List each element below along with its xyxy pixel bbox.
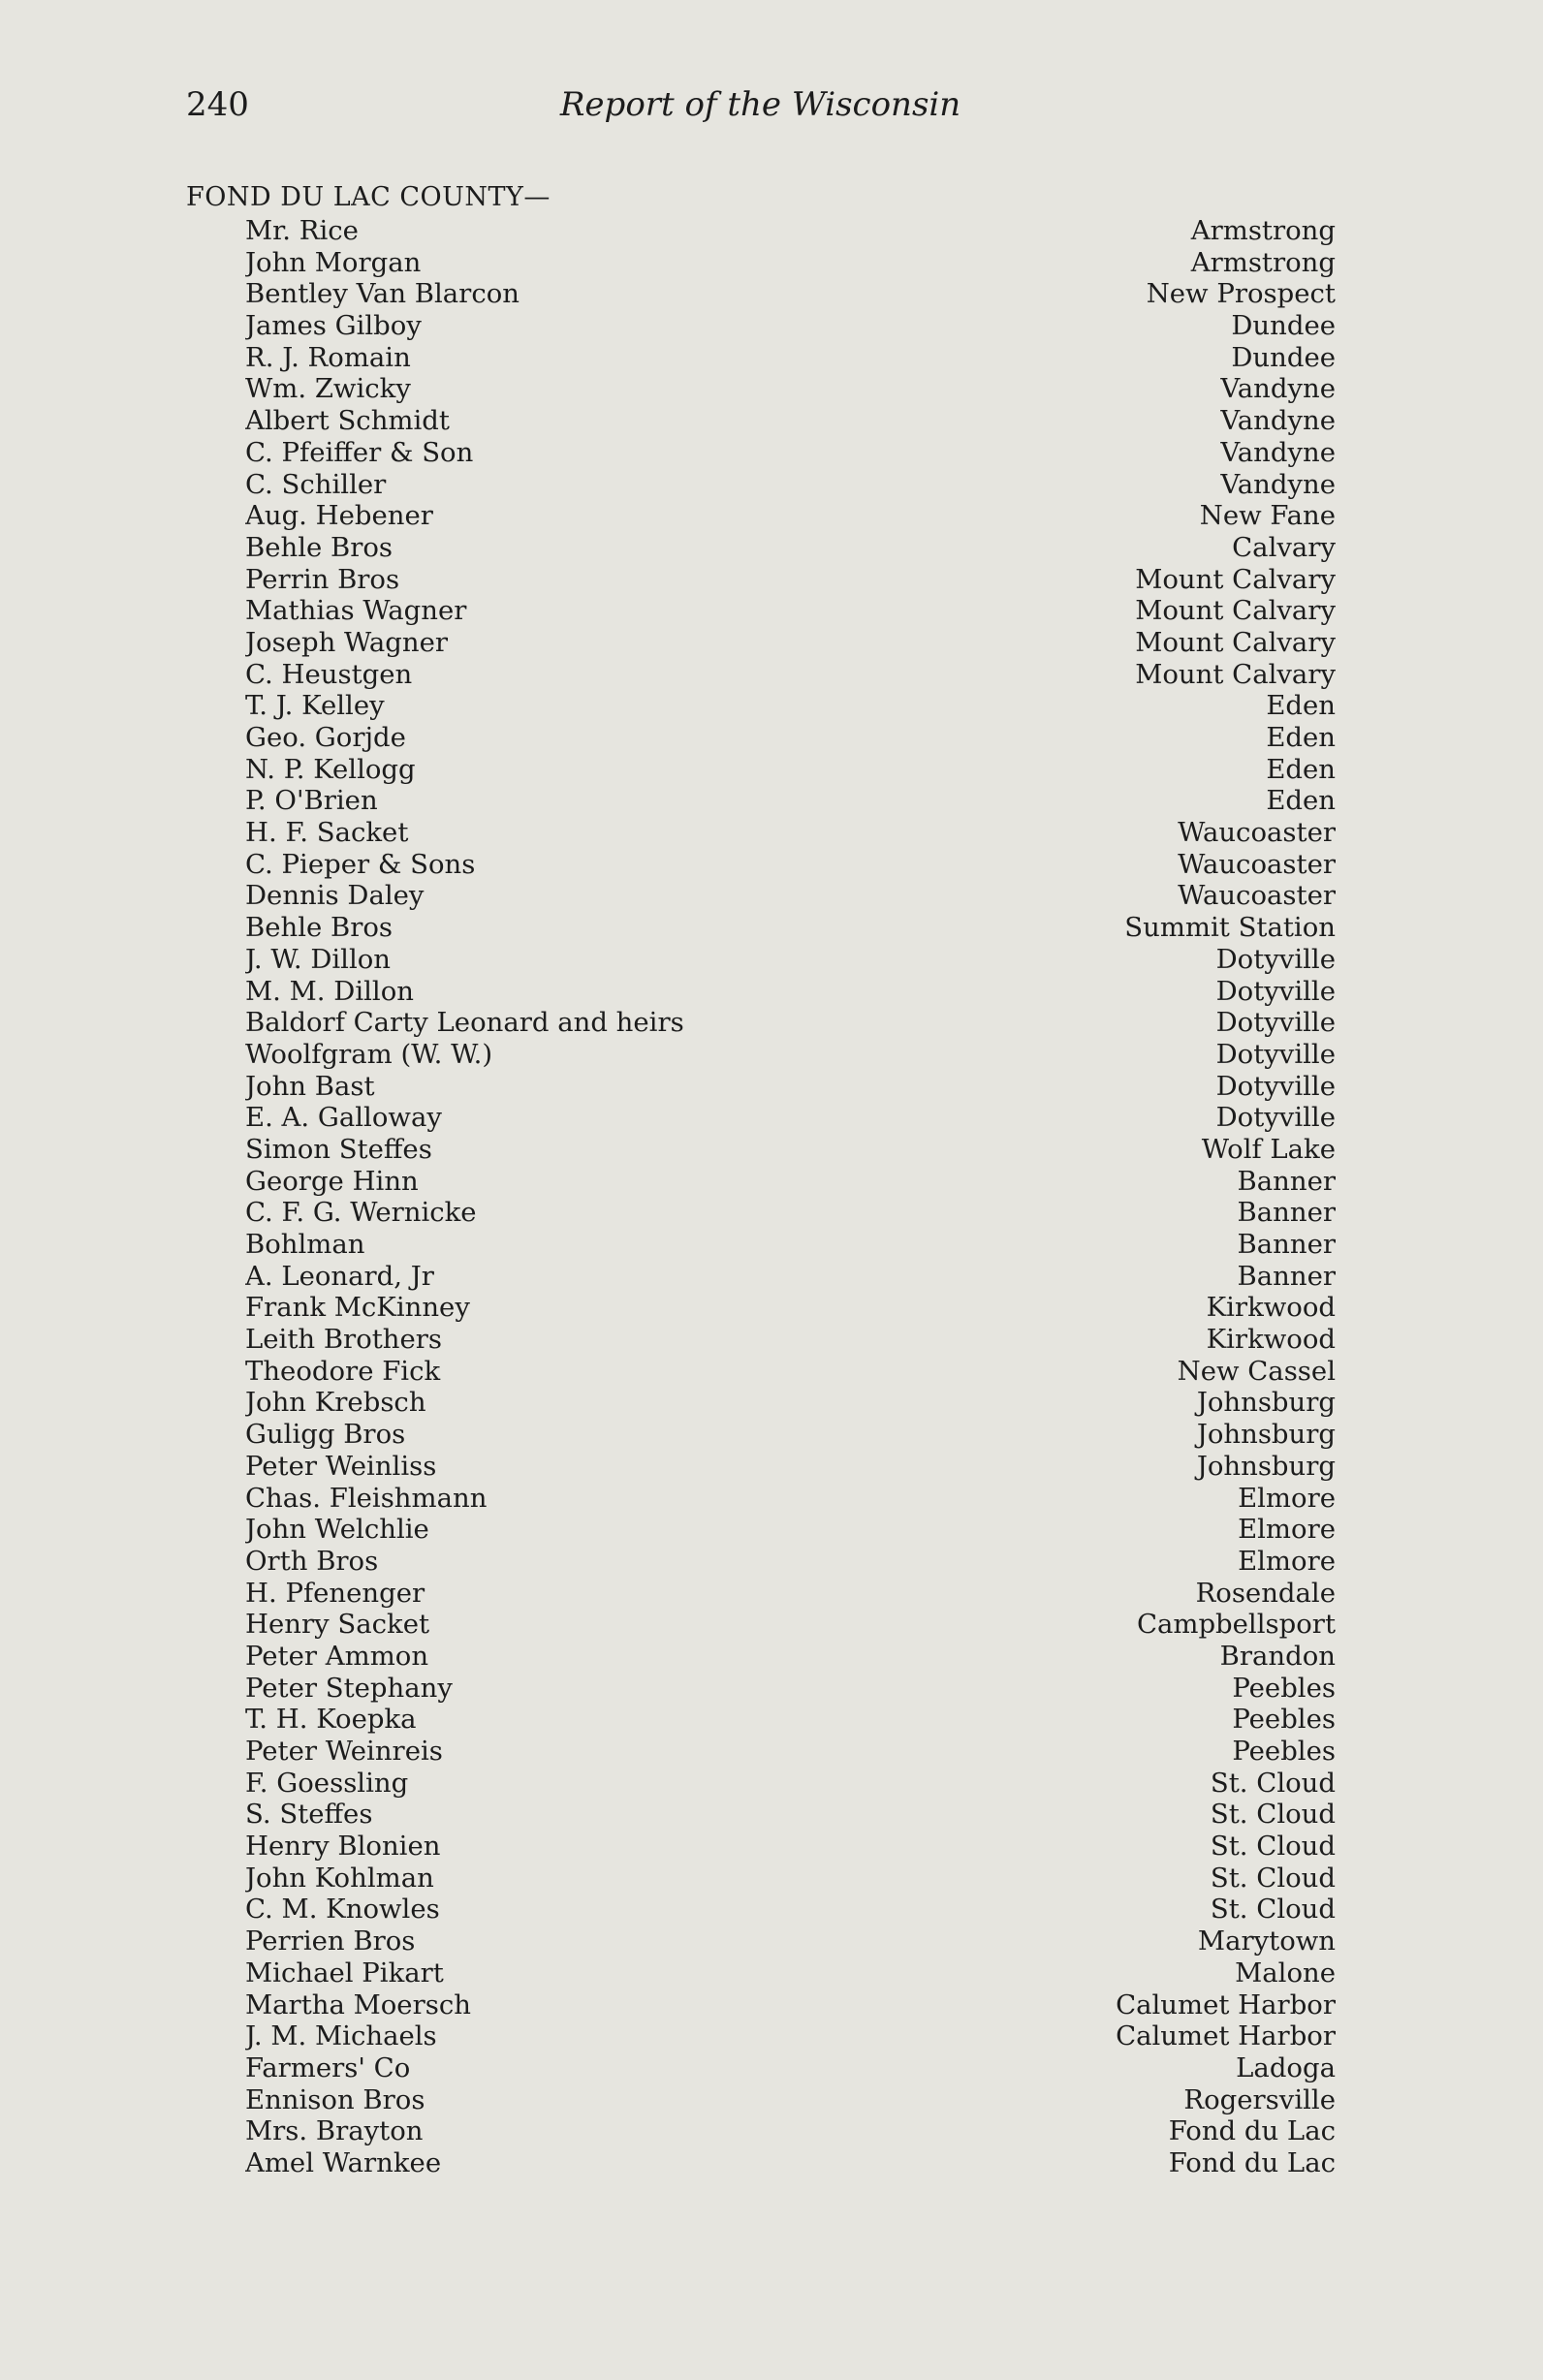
entry-name: Orth Bros (245, 1545, 379, 1577)
list-item (245, 1609, 1336, 1641)
entry-place: Rosendale (1195, 1577, 1336, 1609)
entry-place: Mount Calvary (1135, 626, 1336, 658)
entry-place: Dotyville (1215, 1007, 1336, 1039)
entry-place: Mount Calvary (1135, 658, 1336, 690)
entry-name: C. F. G. Wernicke (245, 1197, 477, 1229)
page-number: 240 (186, 85, 249, 124)
entry-place: Mount Calvary (1135, 563, 1336, 595)
entry-name: M. M. Dillon (245, 975, 414, 1007)
entry-place: Dundee (1231, 341, 1336, 373)
list-item (245, 1166, 1336, 1198)
entry-place: Kirkwood (1206, 1292, 1336, 1324)
entry-name: Dennis Daley (245, 880, 425, 912)
list-item (245, 469, 1336, 501)
entry-place: Armstrong (1190, 246, 1336, 278)
list-item (245, 880, 1336, 912)
entry-place: Dundee (1231, 310, 1336, 342)
list-item (245, 1578, 1336, 1610)
entry-name: Perrien Bros (245, 1926, 416, 1957)
running-title: Report of the Wisconsin (559, 85, 961, 124)
entry-name: James Gilboy (245, 310, 422, 342)
entry-name: C. Pieper & Sons (245, 848, 476, 880)
entry-name: Ennison Bros (245, 2083, 425, 2115)
list-item (245, 278, 1336, 310)
list-item (245, 722, 1336, 754)
list-item (245, 1007, 1336, 1039)
entry-place: Elmore (1238, 1482, 1336, 1514)
entry-name: Behle Bros (245, 531, 394, 563)
entry-place: St. Cloud (1210, 1894, 1336, 1926)
list-item (245, 2020, 1336, 2052)
entry-place: Campbellsport (1136, 1609, 1336, 1641)
entry-name: Henry Sacket (245, 1609, 430, 1641)
list-item (245, 1673, 1336, 1705)
list-item (245, 1451, 1336, 1483)
entry-place: St. Cloud (1210, 1799, 1336, 1831)
list-item (245, 912, 1336, 944)
list-item (245, 532, 1336, 564)
list-item (245, 1641, 1336, 1673)
list-item (245, 1261, 1336, 1293)
entry-place: Banner (1237, 1229, 1336, 1260)
entry-name: F. Goessling (245, 1767, 409, 1799)
list-item (245, 1102, 1336, 1134)
entry-place: Peebles (1232, 1704, 1336, 1736)
entry-place: Calumet Harbor (1116, 1989, 1336, 2020)
list-item (245, 976, 1336, 1008)
list-item (245, 373, 1336, 405)
entry-place: Rogersville (1183, 2083, 1336, 2115)
entry-name: Michael Pikart (245, 1957, 444, 1989)
entry-name: R. J. Romain (245, 341, 411, 373)
entry-name: Peter Ammon (245, 1640, 429, 1672)
entry-place: Brandon (1219, 1640, 1336, 1672)
list-item (245, 849, 1336, 881)
list-item (245, 1419, 1336, 1451)
entry-name: Albert Schmidt (245, 405, 450, 437)
entry-name: Joseph Wagner (245, 626, 449, 658)
entry-name: J. M. Michaels (245, 2020, 437, 2052)
list-item (245, 1134, 1336, 1166)
list-item (245, 437, 1336, 469)
entry-name: Chas. Fleishmann (245, 1482, 488, 1514)
entry-place: Vandyne (1220, 436, 1336, 468)
entry-place: Ladoga (1236, 2051, 1336, 2083)
entry-place: Calumet Harbor (1116, 2020, 1336, 2052)
list-item (245, 405, 1336, 437)
entry-name: C. Pfeiffer & Son (245, 436, 474, 468)
list-item (245, 1989, 1336, 2021)
list-item (245, 1704, 1336, 1736)
entry-place: Peebles (1232, 1672, 1336, 1704)
list-item (245, 1324, 1336, 1356)
list-item (245, 1483, 1336, 1515)
entry-place: Dotyville (1215, 1102, 1336, 1134)
list-item (245, 1387, 1336, 1419)
entry-place: Johnsburg (1196, 1450, 1336, 1482)
entry-place: Waucoaster (1178, 817, 1336, 849)
entry-place: Summit Station (1124, 912, 1336, 944)
section-heading: FOND DU LAC COUNTY— (186, 182, 551, 212)
entry-name: T. H. Koepka (245, 1704, 417, 1736)
entry-name: Perrin Bros (245, 563, 400, 595)
entry-name: N. P. Kellogg (245, 753, 416, 785)
entry-place: Kirkwood (1206, 1324, 1336, 1356)
entry-name: Baldorf Carty Leonard and heirs (245, 1007, 684, 1039)
entry-name: Geo. Gorjde (245, 722, 406, 753)
entry-name: Leith Brothers (245, 1324, 443, 1356)
entry-place: New Fane (1199, 500, 1336, 532)
entry-name: John Kohlman (245, 1862, 434, 1894)
list-item (245, 342, 1336, 374)
entry-place: Dotyville (1215, 975, 1336, 1007)
directory-list (245, 215, 1336, 2179)
entry-name: Wm. Zwicky (245, 373, 411, 405)
entry-name: John Bast (245, 1070, 375, 1102)
list-item (245, 1736, 1336, 1768)
entry-name: Guligg Bros (245, 1419, 406, 1451)
list-item (245, 1514, 1336, 1546)
list-item (245, 627, 1336, 659)
entry-name: C. Schiller (245, 468, 387, 500)
entry-place: St. Cloud (1210, 1831, 1336, 1863)
entry-name: Mr. Rice (245, 215, 359, 246)
list-item (245, 1546, 1336, 1578)
entry-name: John Morgan (245, 246, 422, 278)
entry-name: Peter Weinreis (245, 1736, 443, 1767)
list-item (245, 785, 1336, 817)
entry-name: Aug. Hebener (245, 500, 433, 532)
entry-place: Eden (1266, 753, 1336, 785)
list-item (245, 2084, 1336, 2116)
entry-place: Dotyville (1215, 943, 1336, 975)
list-item (245, 1957, 1336, 1989)
list-item (245, 595, 1336, 627)
entry-name: H. Pfenenger (245, 1577, 425, 1609)
page-header (186, 85, 1335, 134)
entry-name: P. O'Brien (245, 785, 378, 817)
list-item (245, 2147, 1336, 2179)
entry-place: Eden (1266, 690, 1336, 722)
entry-name: T. J. Kelley (245, 690, 385, 722)
entry-place: Fond du Lac (1168, 2115, 1336, 2147)
list-item (245, 1926, 1336, 1957)
entry-place: New Prospect (1146, 278, 1336, 310)
entry-name: Bohlman (245, 1229, 365, 1260)
entry-name: Theodore Fick (245, 1355, 441, 1387)
entry-place: Eden (1266, 722, 1336, 753)
entry-place: Waucoaster (1178, 848, 1336, 880)
entry-place: Eden (1266, 785, 1336, 817)
entry-name: Martha Moersch (245, 1989, 471, 2020)
entry-place: Banner (1237, 1165, 1336, 1197)
entry-name: A. Leonard, Jr (245, 1260, 434, 1292)
entry-name: Frank McKinney (245, 1292, 470, 1324)
list-item (245, 247, 1336, 279)
list-item (245, 817, 1336, 849)
entry-name: Behle Bros (245, 912, 394, 944)
list-item (245, 1894, 1336, 1926)
list-item (245, 659, 1336, 691)
entry-name: Farmers' Co (245, 2051, 411, 2083)
entry-place: Johnsburg (1196, 1419, 1336, 1451)
entry-place: Dotyville (1215, 1070, 1336, 1102)
entry-place: Elmore (1238, 1514, 1336, 1546)
list-item (245, 1292, 1336, 1324)
list-item (245, 1197, 1336, 1229)
list-item (245, 1071, 1336, 1103)
list-item (245, 1799, 1336, 1831)
entry-place: Vandyne (1220, 468, 1336, 500)
entry-name: John Welchlie (245, 1514, 429, 1546)
entry-name: Amel Warnkee (245, 2146, 442, 2178)
entry-name: E. A. Galloway (245, 1102, 442, 1134)
entry-place: Calvary (1232, 531, 1336, 563)
list-item (245, 754, 1336, 786)
entry-place: Wolf Lake (1201, 1133, 1336, 1165)
entry-name: John Krebsch (245, 1387, 426, 1419)
entry-name: Mathias Wagner (245, 595, 467, 627)
entry-name: Mrs. Brayton (245, 2115, 424, 2147)
entry-place: Peebles (1232, 1736, 1336, 1767)
entry-place: Elmore (1238, 1545, 1336, 1577)
entry-place: Vandyne (1220, 405, 1336, 437)
list-item (245, 2115, 1336, 2147)
entry-place: Armstrong (1190, 215, 1336, 246)
list-item (245, 1039, 1336, 1071)
entry-place: Mount Calvary (1135, 595, 1336, 627)
entry-name: C. M. Knowles (245, 1894, 440, 1926)
entry-name: Peter Stephany (245, 1672, 453, 1704)
list-item (245, 1768, 1336, 1800)
entry-place: Johnsburg (1196, 1387, 1336, 1419)
list-item (245, 1229, 1336, 1261)
entry-place: Dotyville (1215, 1038, 1336, 1070)
entry-place: New Cassel (1177, 1355, 1336, 1387)
entry-name: S. Steffes (245, 1799, 373, 1831)
entry-name: Woolfgram (W. W.) (245, 1038, 493, 1070)
entry-place: Banner (1237, 1197, 1336, 1229)
entry-place: Vandyne (1220, 373, 1336, 405)
entry-place: Fond du Lac (1168, 2146, 1336, 2178)
entry-place: Marytown (1197, 1926, 1336, 1957)
entry-place: St. Cloud (1210, 1767, 1336, 1799)
entry-name: George Hinn (245, 1165, 419, 1197)
entry-place: Malone (1235, 1957, 1336, 1989)
entry-place: Waucoaster (1178, 880, 1336, 912)
list-item (245, 944, 1336, 976)
entry-place: Banner (1237, 1260, 1336, 1292)
entry-name: C. Heustgen (245, 658, 413, 690)
entry-place: St. Cloud (1210, 1862, 1336, 1894)
list-item (245, 215, 1336, 247)
entry-name: Bentley Van Blarcon (245, 278, 520, 310)
entry-name: H. F. Sacket (245, 817, 409, 849)
list-item (245, 1831, 1336, 1863)
list-item (245, 1356, 1336, 1388)
list-item (245, 564, 1336, 596)
list-item (245, 690, 1336, 722)
list-item (245, 1863, 1336, 1895)
entry-name: Henry Blonien (245, 1831, 441, 1863)
entry-name: Peter Weinliss (245, 1450, 437, 1482)
entry-name: J. W. Dillon (245, 943, 392, 975)
list-item (245, 310, 1336, 342)
list-item (245, 2052, 1336, 2084)
entry-name: Simon Steffes (245, 1133, 432, 1165)
list-item (245, 500, 1336, 532)
